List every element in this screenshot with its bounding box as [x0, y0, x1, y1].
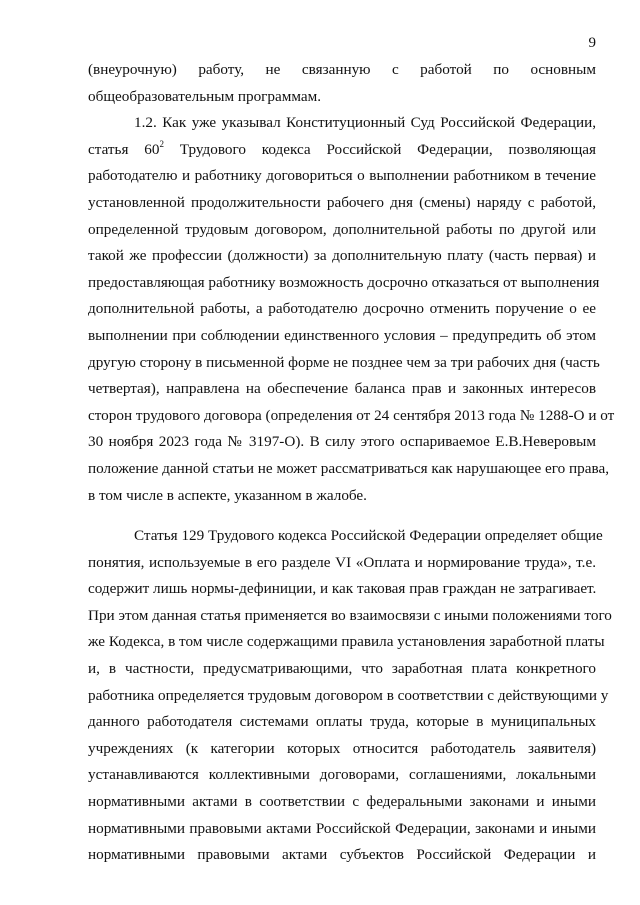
text-line: же Кодекса, в том числе содержащими правила установления заработной платы — [88, 633, 605, 651]
text-line: понятия, используемые в его разделе VI «Оплата и нормирование труда», т.е. — [88, 553, 596, 571]
text-line: работника определяется трудовым договором в соответствии с действующими у — [88, 686, 609, 704]
text-line: работодателю и работнику договориться о выполнении работником в течение — [88, 167, 596, 185]
text-line: общеобразовательным программам. — [88, 87, 322, 105]
text-line: (внеурочную) работу, не связанную с работой по основным — [88, 61, 596, 78]
text-line: учреждениях (к категории которых относится работодатель заявителя) — [88, 739, 596, 757]
text-line: нормативными актами в соответствии с федеральными законами и иными — [88, 793, 596, 811]
text-line: положение данной статьи не может рассматриваться как нарушающее его права, — [88, 459, 609, 477]
text-line: 1.2. Как уже указывал Конституционный Суд Российской Федерации, — [134, 114, 596, 132]
text-line: сторон трудового договора (определения от 24 сентября 2013 года № 1288-О и от — [88, 406, 615, 424]
article-superscript: 2 — [159, 138, 164, 149]
text-line: При этом данная статья применяется во взаимосвязи с иными положениями того — [88, 606, 612, 624]
text-line: дополнительной работы, а работодателю досрочно отменить поручение о ее — [88, 300, 596, 318]
text-line: установленной продолжительности рабочего дня (смены) наряду с работой, — [88, 193, 596, 211]
text-line: другую сторону в письменной форме не позднее чем за три рабочих дня (часть — [88, 353, 600, 371]
text-line: 30 ноября 2023 года № 3197-О). В силу этого оспариваемое Е.В.Неверовым — [88, 433, 596, 451]
text-line: нормативными правовыми актами субъектов Российской Федерации и — [88, 846, 596, 864]
text-line — [88, 137, 596, 164]
text-line: содержит лишь нормы-дефиниции, и как таковая прав граждан не затрагивает. — [88, 580, 597, 598]
text-line: выполнении при соблюдении единственного условия – предупредить об этом — [88, 326, 596, 344]
paragraph-gap — [88, 509, 596, 523]
text-line: Статья 129 Трудового кодекса Российской Федерации определяет общие — [134, 527, 603, 545]
text-line: в том числе в аспекте, указанном в жалобе. — [88, 486, 367, 504]
text-line: и, в частности, предусматривающими, что заработная плата конкретного — [88, 660, 596, 678]
text-line: предоставляющая работнику возможность досрочно отказаться от выполнения — [88, 273, 600, 291]
text-line: четвертая), направлена на обеспечение баланса прав и законных интересов — [88, 380, 596, 398]
page-number: 9 — [588, 35, 596, 51]
text-line: такой же профессии (должности) за дополнительную плату (часть первая) и — [88, 247, 596, 265]
text-line: устанавливаются коллективными договорами, соглашениями, локальными — [88, 766, 596, 784]
article-ref: статья 60 — [88, 140, 160, 158]
text-fragment: Трудового кодекса Российской Федерации, позволяющая — [163, 140, 596, 158]
text-line: определенной трудовым договором, дополнительной работы по другой или — [88, 220, 596, 238]
document-body — [88, 57, 615, 869]
text-line: нормативными правовыми актами Российской Федерации, законами и иными — [88, 819, 596, 837]
text-line: данного работодателя системами оплаты труда, которые в муниципальных — [88, 713, 596, 731]
